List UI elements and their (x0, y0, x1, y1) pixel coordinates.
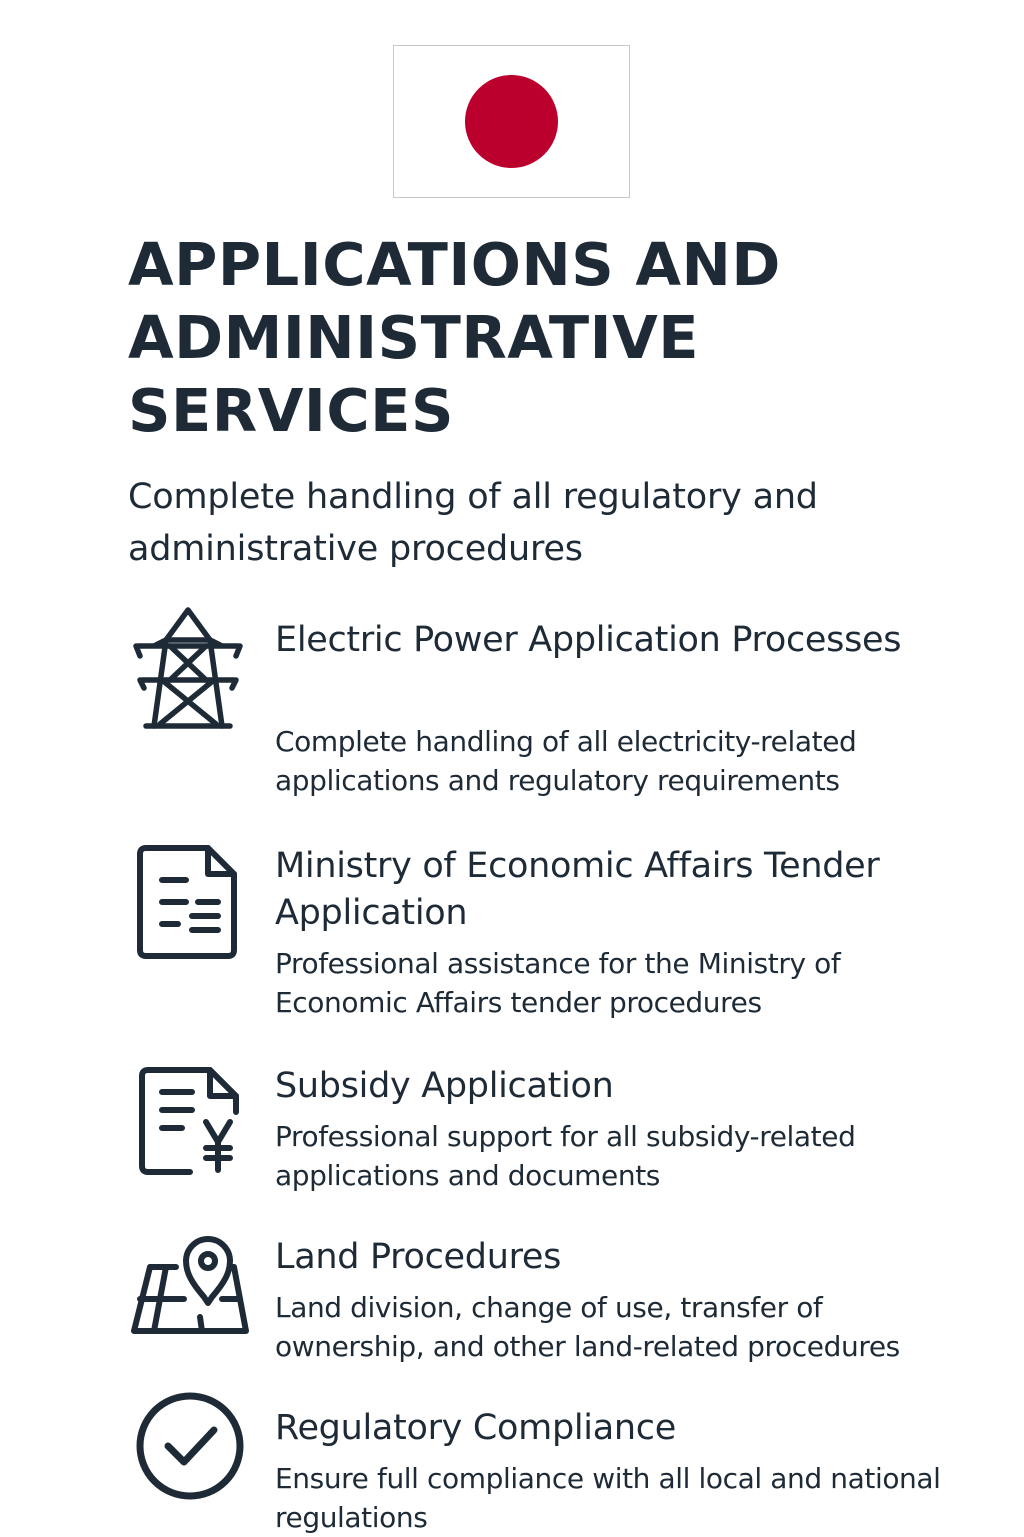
service-title-electric-power: Electric Power Application Processes (275, 620, 902, 660)
service-title-tender-application: Ministry of Economic Affairs Tender Application (275, 846, 880, 933)
page-subtitle: Complete handling of all regulatory and administrative procedures (128, 477, 818, 569)
service-description-electric-power: Complete handling of all electricity-related applications and regulatory requirements (275, 725, 857, 797)
service-title-land: Land Procedures (275, 1237, 562, 1277)
service-description-compliance: Ensure full compliance with all local and national regulations (275, 1462, 941, 1534)
service-description-tender-application: Professional assistance for the Ministry of Economic Affairs tender procedures (275, 947, 841, 1019)
transmission-tower-icon (126, 606, 250, 734)
page-title: APPLICATIONS AND ADMINISTRATIVE SERVICES (128, 230, 781, 445)
japan-flag-icon (465, 75, 558, 168)
service-title-compliance: Regulatory Compliance (275, 1408, 676, 1448)
check-circle-icon (126, 1386, 250, 1514)
document-icon (126, 838, 250, 966)
service-title-subsidy: Subsidy Application (275, 1066, 614, 1106)
service-description-subsidy: Professional support for all subsidy-related applications and documents (275, 1120, 856, 1192)
service-description-land: Land division, change of use, transfer of ownership, and other land-related procedures (275, 1291, 900, 1363)
map-pin-icon (126, 1227, 250, 1355)
japan-flag (393, 45, 630, 198)
yen-document-icon (126, 1062, 250, 1190)
